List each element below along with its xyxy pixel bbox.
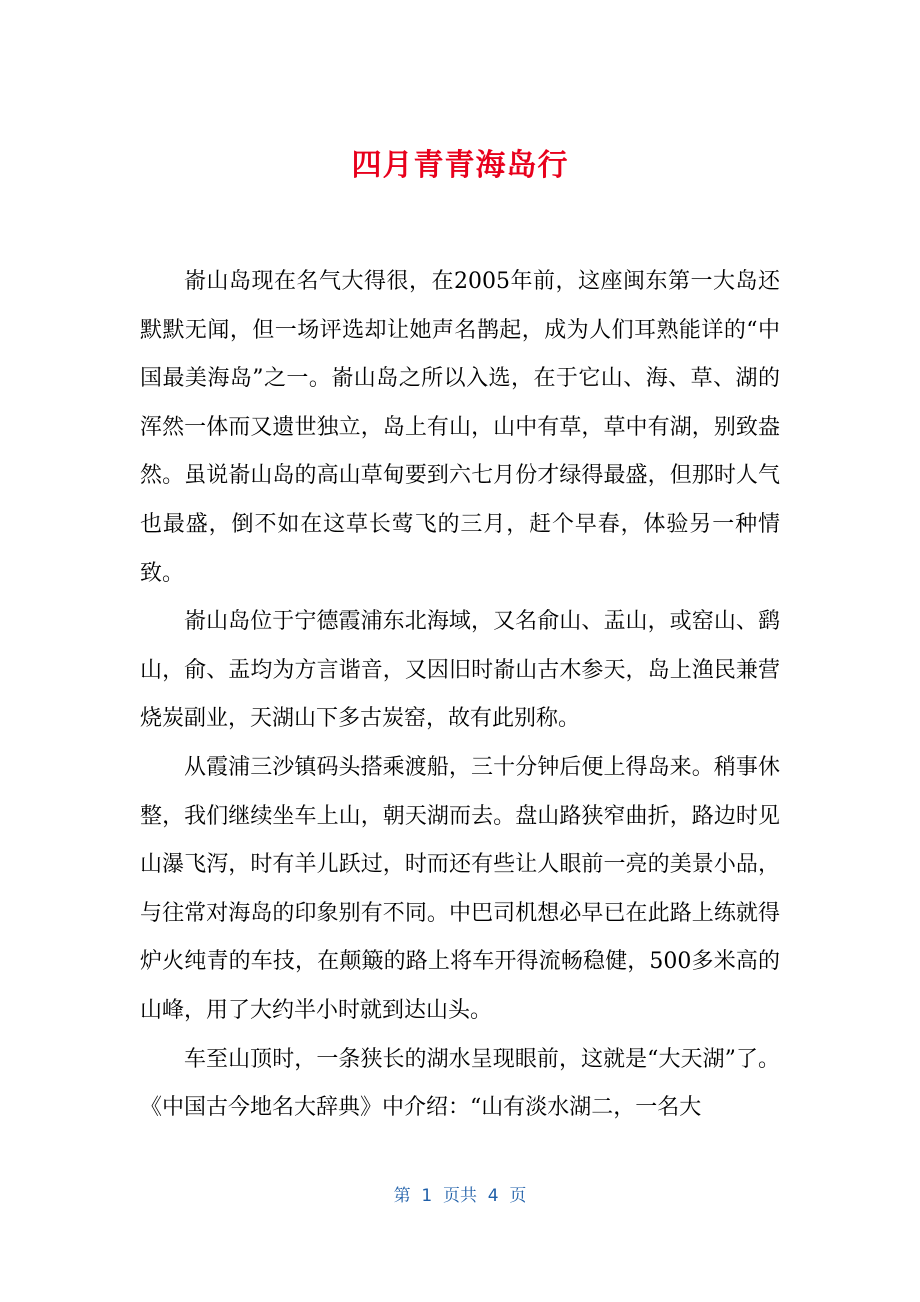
document-body	[140, 258, 780, 1133]
page-number-footer: 第 1 页共 4 页	[393, 1186, 527, 1206]
paragraph-4: 车至山顶时，一条狭长的湖水呈现眼前，这就是“大天湖”了。《中国古今地名大辞典》中介绍：“山有淡水湖二，一名大	[140, 1046, 780, 1121]
paragraph-3: 从霞浦三沙镇码头搭乘渡船，三十分钟后便上得岛来。稍事休整，我们继续坐车上山，朝天湖而去。盘山路狭窄曲折，路边时见山瀑飞泻，时有羊儿跃过，时而还有些让人眼前一亮的美景小品，与往常对海岛的印象别有不同。中巴司机想必早已在此路上练就得炉火纯青的车技，在颠簸的路上将车开得流畅稳健，500多米高的山峰，用了大约半小时就到达山头。	[140, 754, 780, 1023]
paragraph-1: 嵛山岛现在名气大得很，在2005年前，这座闽东第一大岛还默默无闻，但一场评选却让她声名鹊起，成为人们耳熟能详的“中国最美海岛”之一。嵛山岛之所以入选，在于它山、海、草、湖的浑然一体而又遗世独立，岛上有山，山中有草，草中有湖，别致盎然。虽说嵛山岛的高山草甸要到六七月份才绿得最盛，但那时人气也最盛，倒不如在这草长莺飞的三月，赶个早春，体验另一种情致。	[140, 269, 780, 586]
paragraph-2: 嵛山岛位于宁德霞浦东北海域，又名俞山、盂山，或窑山、鹞山，俞、盂均为方言谐音，又因旧时嵛山古木参天，岛上渔民兼营烧炭副业，天湖山下多古炭窑，故有此别称。	[140, 609, 780, 732]
document-title: 四月青青海岛行	[351, 148, 569, 183]
